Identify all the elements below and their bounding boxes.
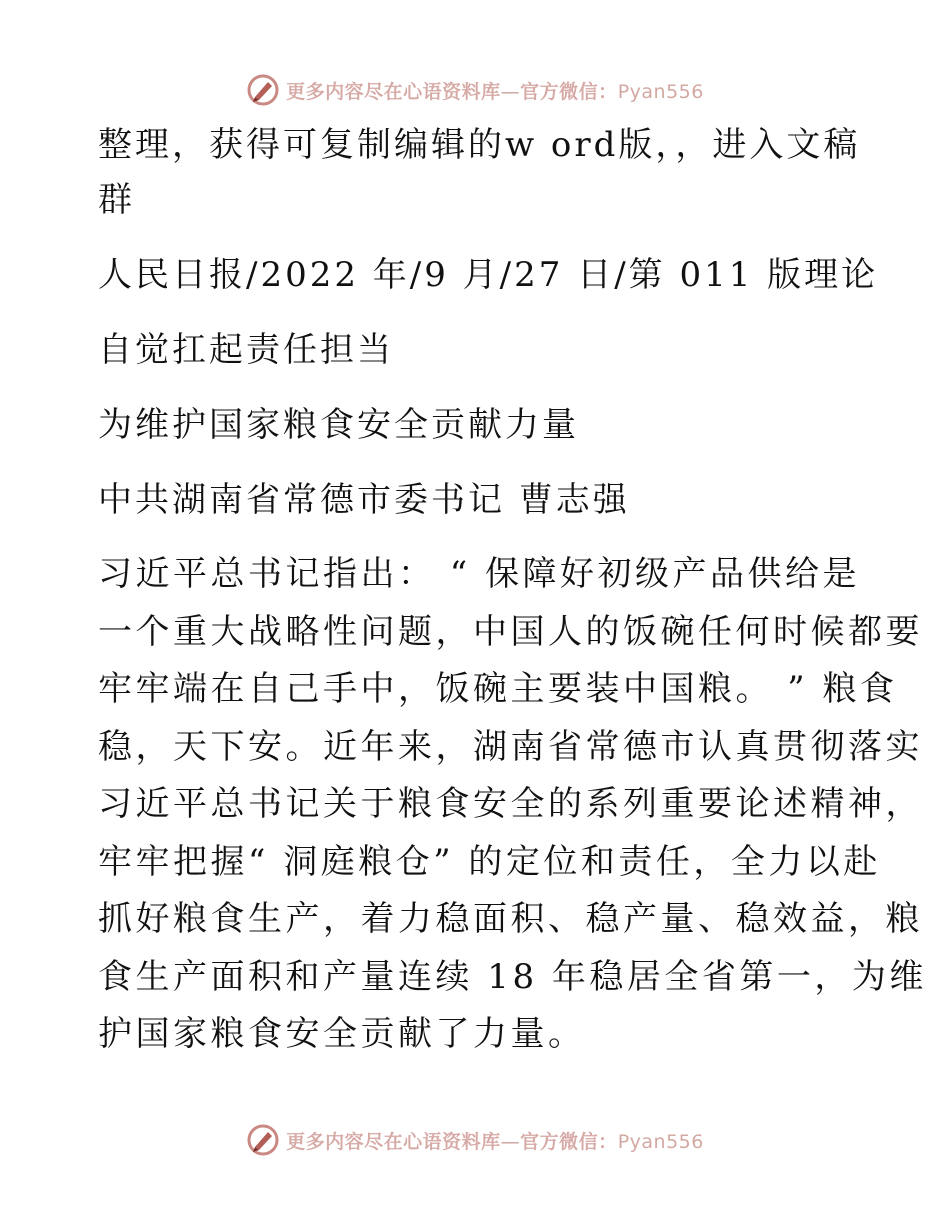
watermark-dash: — (500, 1130, 521, 1153)
paragraph-line: 习近平总书记关于粮食安全的系列重要论述精神， (98, 784, 923, 824)
header-watermark (0, 70, 950, 110)
intro-line-2: 群 (98, 180, 135, 220)
paragraph-line: 护国家粮食安全贡献了力量。 (98, 1014, 586, 1054)
paragraph-line: 牢牢端在自己手中，饭碗主要装中国粮。 ” 粮食 (98, 669, 898, 709)
footer-watermark (0, 1120, 950, 1160)
watermark-main: 更多内容尽在心语资料库 (286, 80, 501, 103)
paragraph-line: 食生产面积和产量连续 18 年稳居全省第一，为维 (98, 956, 927, 997)
source-line: 人民日报/2022 年/9 月/27 日/第 011 版理论 (98, 255, 879, 295)
watermark-label: 官方微信： (520, 80, 618, 103)
watermark-main: 更多内容尽在心语资料库 (286, 1130, 501, 1153)
paragraph-line: 牢牢把握“ 洞庭粮仓” 的定位和责任，全力以赴 (98, 841, 881, 882)
paragraph-line: 稳，天下安。近年来，湖南省常德市认真贯彻落实 (98, 726, 923, 767)
article-title-line-1: 自觉扛起责任担当 (98, 330, 394, 370)
document-body (98, 118, 927, 1064)
pen-logo-icon (246, 73, 280, 107)
watermark-text (286, 77, 704, 104)
watermark-id: Pyan556 (617, 80, 704, 103)
pen-logo-icon (246, 1123, 280, 1157)
paragraph-line: 习近平总书记指出： “ 保障好初级产品供给是 (98, 554, 860, 594)
author-line: 中共湖南省常德市委书记 曹志强 (98, 480, 630, 520)
intro-line-1: 整理，获得可复制编辑的w ord版，，进入文稿 (98, 125, 861, 165)
watermark-id: Pyan556 (617, 1130, 704, 1153)
watermark-text (286, 1127, 704, 1154)
watermark-dash: — (500, 80, 521, 103)
body-paragraph (98, 546, 927, 1064)
paragraph-line: 抓好粮食生产，着力稳面积、稳产量、稳效益，粮 (98, 899, 923, 939)
article-title-line-2: 为维护国家粮食安全贡献力量 (98, 405, 579, 445)
watermark-label: 官方微信： (520, 1130, 618, 1153)
paragraph-line: 一个重大战略性问题，中国人的饭碗任何时候都要 (98, 611, 923, 652)
